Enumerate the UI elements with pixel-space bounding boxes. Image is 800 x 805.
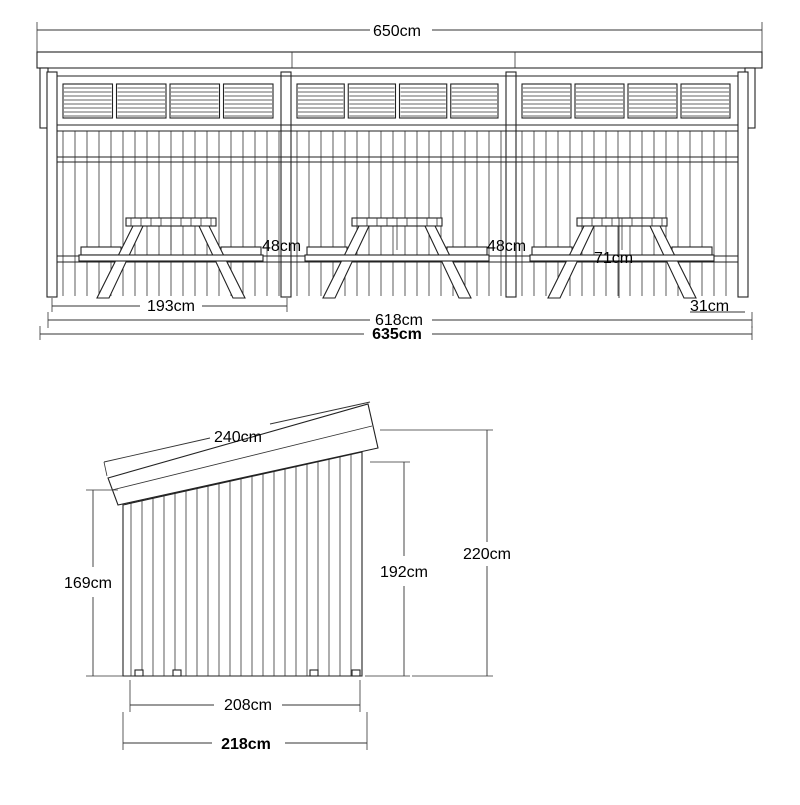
overhang-label: 31cm [690, 298, 730, 315]
bench-right [221, 247, 261, 255]
post-mid-right [506, 72, 516, 297]
bay-width-dimension [52, 298, 287, 315]
louvre-panel [451, 84, 498, 118]
louvre-panels [63, 84, 730, 118]
louvre-panel [170, 84, 220, 118]
louvre-panel [400, 84, 447, 118]
bench-left [81, 247, 121, 255]
front-height-dimension [365, 462, 428, 676]
bench-right [672, 247, 712, 255]
rear-height-dimension [64, 490, 123, 676]
total-depth-label: 218cm [221, 736, 271, 753]
louvre-panel [224, 84, 274, 118]
front-view [37, 22, 762, 343]
table-height-label: 71cm [594, 250, 634, 267]
bench-right [447, 247, 487, 255]
front-height-label: 192cm [379, 564, 429, 581]
bay-width-label: 193cm [146, 298, 196, 315]
louvre-panel [522, 84, 571, 118]
louvre-panel [681, 84, 730, 118]
bench-gap-right-label: 48cm [487, 238, 527, 255]
post-mid-left [281, 72, 291, 297]
total-height-label: 220cm [462, 546, 512, 563]
post-left [47, 72, 57, 297]
seat-beam [305, 255, 489, 261]
inner-depth-dimension [130, 680, 360, 714]
louvre-panel [575, 84, 624, 118]
total-depth-dimension [123, 712, 367, 753]
louvre-panel [297, 84, 344, 118]
overhang-dimension [690, 298, 745, 315]
bench-gap-left-label: 48cm [262, 238, 302, 255]
bench-left [307, 247, 347, 255]
total-width-dimension [40, 326, 752, 343]
total-width-label: 635cm [372, 326, 422, 343]
roof-width-label: 650cm [372, 23, 422, 40]
roof-length-label: 240cm [213, 429, 263, 446]
louvre-panel [628, 84, 677, 118]
side-view [64, 402, 511, 753]
louvre-panel [348, 84, 395, 118]
louvre-panel [63, 84, 113, 118]
bench-left [532, 247, 572, 255]
rear-height-label: 169cm [63, 575, 113, 592]
post-right [738, 72, 748, 297]
total-height-dimension [380, 430, 511, 676]
inner-width-label: 618cm [374, 312, 424, 329]
roof-width-dimension [37, 22, 762, 56]
wall-planks [63, 131, 726, 296]
seat-beam [79, 255, 263, 261]
inner-depth-label: 208cm [223, 697, 273, 714]
roof-fascia [37, 52, 762, 68]
louvre-panel [117, 84, 167, 118]
table-height-dimension [594, 218, 633, 298]
